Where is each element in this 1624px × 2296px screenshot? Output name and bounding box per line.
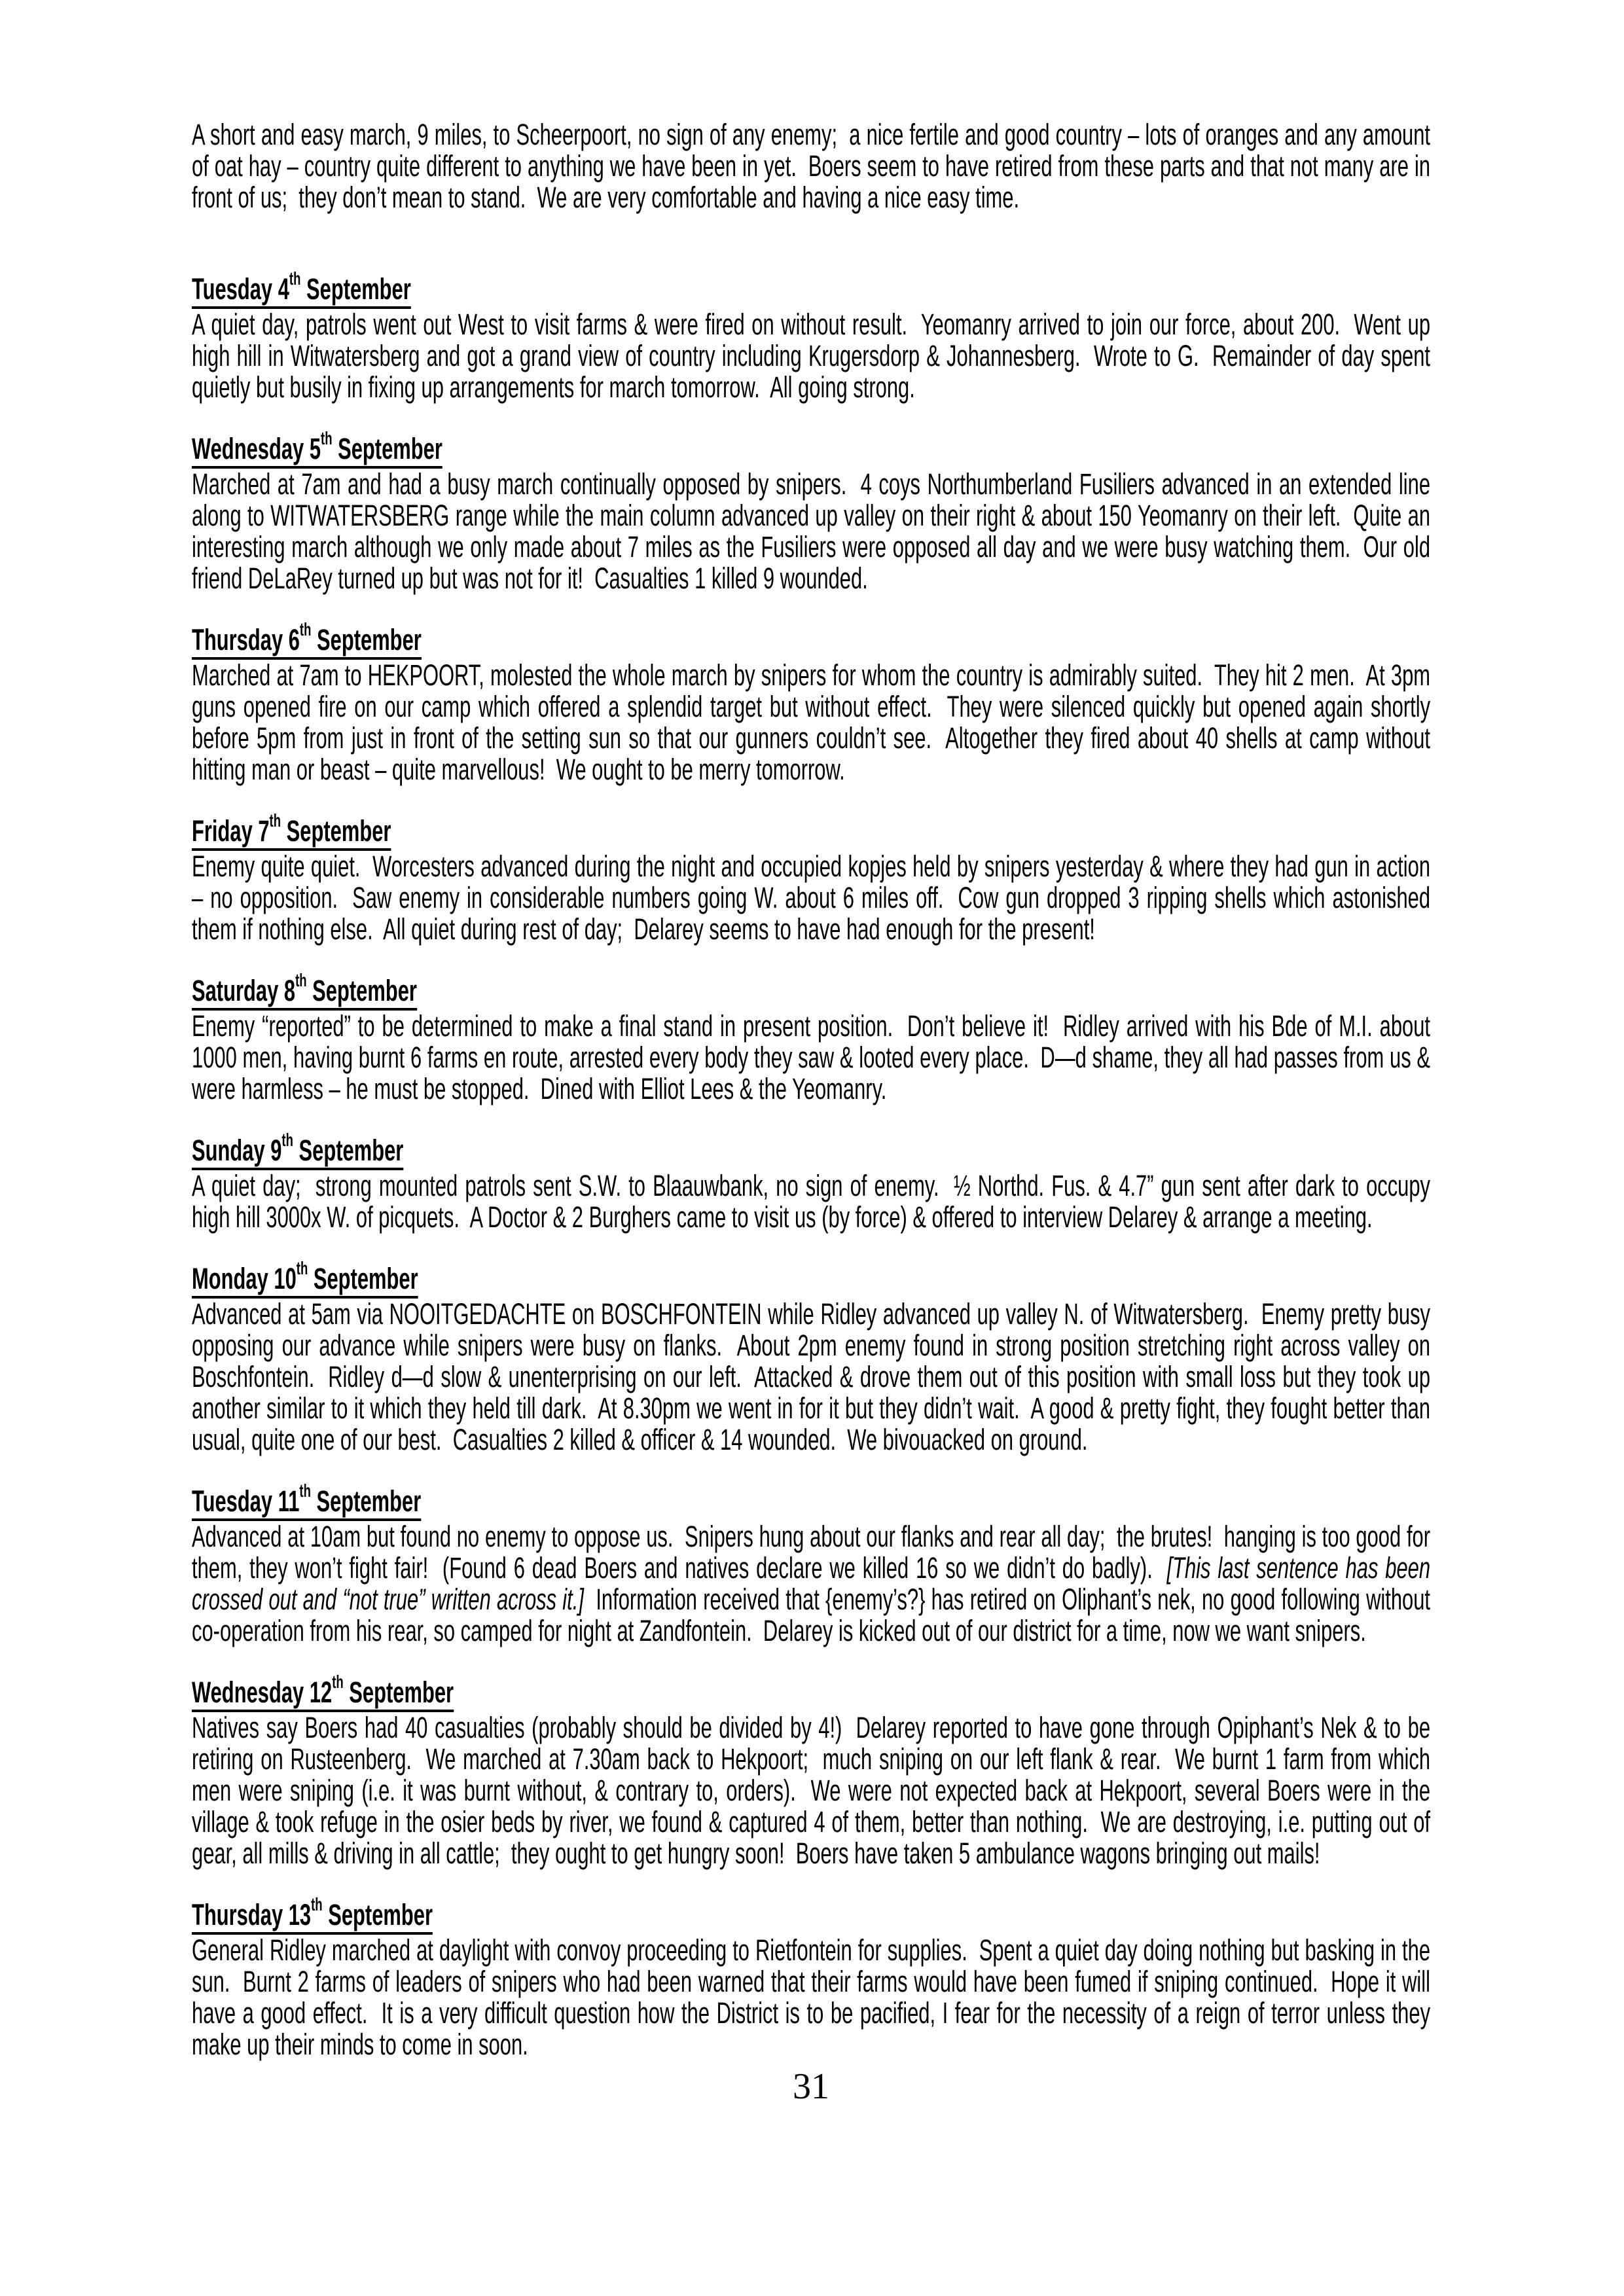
diary-entry [192, 268, 1436, 404]
diary-entry [192, 1480, 1436, 1647]
diary-entry [192, 810, 1436, 946]
entry-heading [192, 268, 1430, 309]
entry-heading-text: Sunday 9th September [192, 1134, 403, 1170]
entry-heading [192, 1480, 1430, 1521]
entry-heading-text: Thursday 13th September [192, 1898, 433, 1935]
document-content [192, 118, 1436, 2061]
entry-heading-text: Tuesday 11th September [192, 1484, 421, 1521]
entry-heading [192, 810, 1430, 851]
entry-heading [192, 1258, 1430, 1299]
entry-heading-text: Monday 10th September [192, 1262, 418, 1299]
entry-heading [192, 1130, 1430, 1170]
entry-heading [192, 1894, 1430, 1935]
diary-entry [192, 1130, 1436, 1234]
entry-body: Marched at 7am to HEKPOORT, molested the whole march by snipers for whom the country is admirably suited. They hit 2 men. At 3pm guns opened fire on our camp which offered a splendid target but without effect. They were silenced quickly but opened again shortly before 5pm from just in front of the setting sun so that our gunners couldn’t see. Altogether they fired about 40 shells at camp without hitting man or beast – quite marvellous! We ought to be merry tomorrow. [192, 658, 1436, 786]
entry-body: Enemy “reported” to be determined to make a final stand in present position. Don’t believe it! Ridley arrived with his Bde of M.I. about 1000 men, having burnt 6 farms en route, arrested every body they saw & looted every place. D—d shame, they all had passes from us & were harmless – he must be stopped. Dined with Elliot Lees & the Yeomanry. [192, 1009, 1436, 1105]
page-number: 31 [793, 2066, 829, 2107]
entry-heading [192, 1672, 1430, 1712]
entry-heading [192, 970, 1430, 1011]
entry-heading-text: Friday 7th September [192, 814, 391, 851]
entry-body: Enemy quite quiet. Worcesters advanced during the night and occupied kopjes held by snipers yesterday & where they had gun in action – no opposition. Saw enemy in considerable numbers going W. about 6 miles off. Cow gun dropped 3 ripping shells which astonished them if nothing else. All quiet during rest of day; Delarey seems to have had enough for the present! [192, 850, 1436, 946]
diary-entries [192, 268, 1436, 2061]
entry-body: Natives say Boers had 40 casualties (probably should be divided by 4!) Delarey reported to have gone through Opiphant’s Nek & to be retiring on Rusteenberg. We marched at 7.30am back to Hekpoort; much sniping on our left flank & rear. We burnt 1 farm from which men were sniping (i.e. it was burnt without, & contrary to, orders). We were not expected back at Hekpoort, several Boers were in the village & took refuge in the osier beds by river, we found & captured 4 of them, better than nothing. We are destroying, i.e. putting out of gear, all mills & driving in all cattle; they ought to get hungry soon! Boers have taken 5 ambulance wagons bringing out mails! [192, 1711, 1436, 1870]
diary-entry [192, 970, 1436, 1105]
diary-entry [192, 1672, 1436, 1870]
entry-heading [192, 428, 1430, 469]
diary-entry [192, 619, 1436, 786]
entry-body: Advanced at 10am but found no enemy to oppose us. Snipers hung about our flanks and rear all day; the brutes! hanging is too good for them, they won’t fight fair! (Found 6 dead Boers and natives declare we killed 16 so we didn’t do badly). [This last sentence has been crossed out and “not true” written across it.] Information received that {enemy’s?} has retired on Oliphant’s nek, no good following without co-operation from his rear, so camped for night at Zandfontein. Delarey is kicked out of our district for a time, now we want snipers. [192, 1520, 1436, 1647]
entry-heading-text: Thursday 6th September [192, 623, 422, 660]
diary-entry [192, 1894, 1436, 2061]
entry-body: A quiet day; strong mounted patrols sent S.W. to Blaauwbank, no sign of enemy. ½ Northd. Fus. & 4.7” gun sent after dark to occupy high hill 3000x W. of picquets. A Doctor & 2 Burghers came to visit us (by force) & offered to interview Delarey & arrange a meeting. [192, 1169, 1436, 1234]
entry-body: Advanced at 5am via NOOITGEDACHTE on BOSCHFONTEIN while Ridley advanced up valley N. of Witwatersberg. Enemy pretty busy opposing our advance while snipers were busy on flanks. About 2pm enemy found in strong position stretching right across valley on Boschfontein. Ridley d—d slow & unenterprising on our left. Attacked & drove them out of this position with small loss but they took up another similar to it which they held till dark. At 8.30pm we went in for it but they didn’t wait. A good & pretty fight, they fought better than usual, quite one of our best. Casualties 2 killed & officer & 14 wounded. We bivouacked on ground. [192, 1297, 1436, 1456]
intro-paragraph: A short and easy march, 9 miles, to Scheerpoort, no sign of any enemy; a nice fertile and good country – lots of oranges and any amount of oat hay – country quite different to anything we have been in yet. Boers seem to have retired from these parts and that not many are in front of us; they don’t mean to stand. We are very comfortable and having a nice easy time. [192, 118, 1436, 214]
entry-heading-text: Tuesday 4th September [192, 272, 411, 309]
diary-entry [192, 1258, 1436, 1456]
entry-body: General Ridley marched at daylight with convoy proceeding to Rietfontein for supplies. Spent a quiet day doing nothing but basking in the sun. Burnt 2 farms of leaders of snipers who had been warned that their farms would have been fumed if sniping continued. Hope it will have a good effect. It is a very difficult question how the District is to be pacified, I fear for the necessity of a reign of terror unless they make up their minds to come in soon. [192, 1933, 1436, 2061]
entry-heading-text: Wednesday 5th September [192, 432, 442, 469]
entry-heading [192, 619, 1430, 660]
diary-entry [192, 428, 1436, 595]
entry-body: Marched at 7am and had a busy march continually opposed by snipers. 4 coys Northumberland Fusiliers advanced in an extended line along to WITWATERSBERG range while the main column advanced up valley on their right & about 150 Yeomanry on their left. Quite an interesting march although we only made about 7 miles as the Fusiliers were opposed all day and we were busy watching them. Our old friend DeLaRey turned up but was not for it! Casualties 1 killed 9 wounded. [192, 467, 1436, 595]
entry-body: A quiet day, patrols went out West to visit farms & were fired on without result. Yeomanry arrived to join our force, about 200. Went up high hill in Witwatersberg and got a grand view of country including Krugersdorp & Johannesberg. Wrote to G. Remainder of day spent quietly but busily in fixing up arrangements for march tomorrow. All going strong. [192, 308, 1436, 404]
entry-heading-text: Saturday 8th September [192, 974, 417, 1011]
entry-heading-text: Wednesday 12th September [192, 1676, 454, 1712]
